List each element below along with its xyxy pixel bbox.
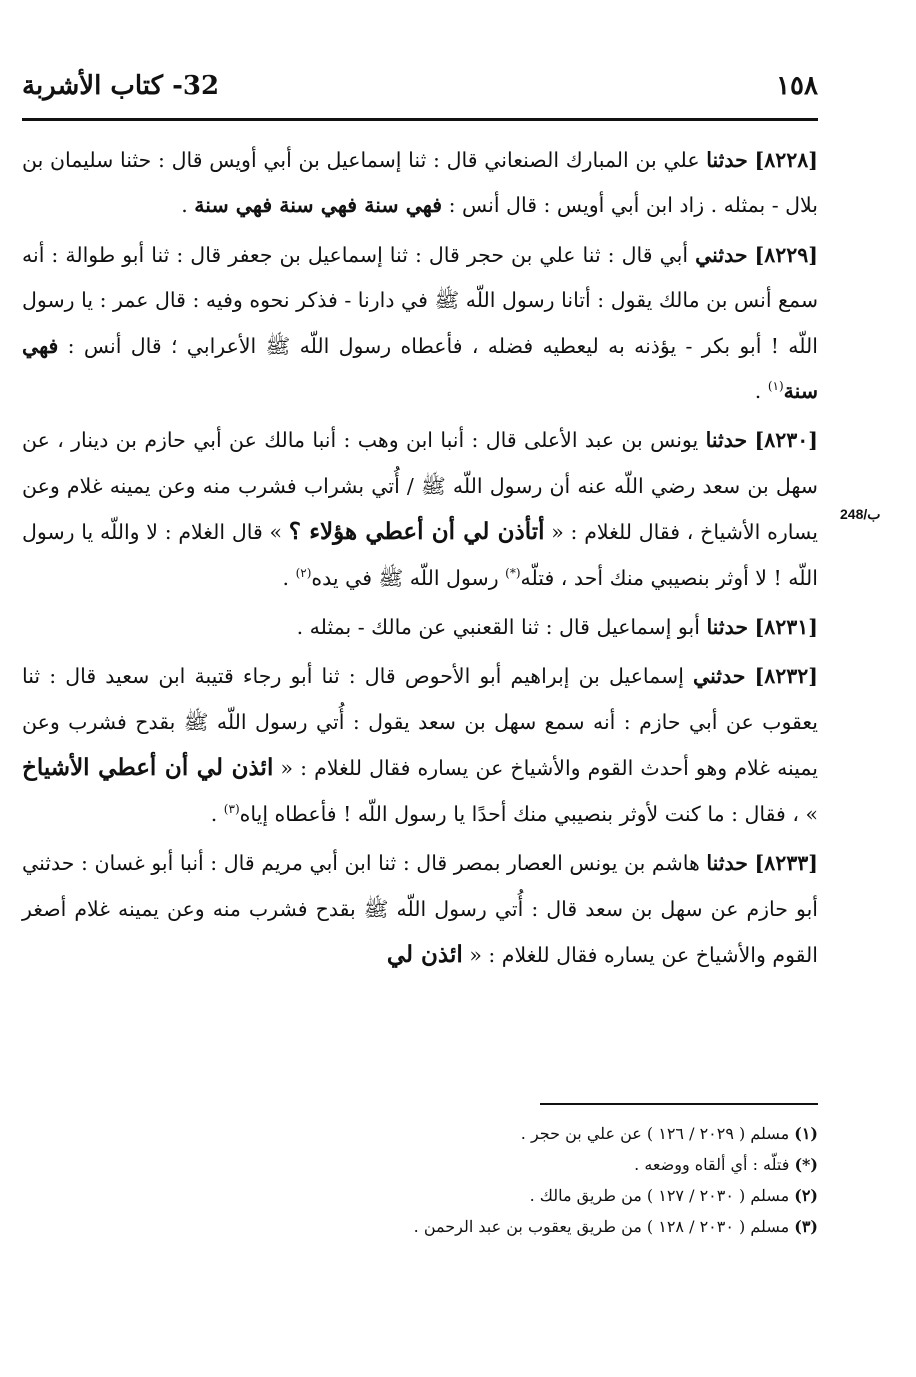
footnote-text: مسلم ( ٢٠٢٩ / ١٢٦ ) عن علي بن حجر .	[520, 1124, 790, 1143]
hadith-8233	[22, 841, 818, 978]
hadith-emphasis: ائذن لي أن أعطي الأشياخ	[22, 754, 274, 782]
hadith-number: [٨٢٣١]	[754, 615, 818, 640]
hadith-emphasis: فهي سنة فهي سنة فهي سنة	[194, 193, 443, 218]
hadith-text: يونس بن عبد الأعلى قال : أنبا ابن وهب : أنبا مالك عن أبي حازم بن دينار ، عن سهل بن سعد رضي اللّه عنه أن رسول اللّه ﷺ / أُتي بشراب فشرب منه وعن يمينه غلام وعن يساره الأشياخ ، فقال للغلام : «	[22, 428, 818, 545]
hadith-lead: حدثنا	[706, 851, 748, 876]
hadith-text: علي بن المبارك الصنعاني قال : ثنا إسماعيل بن أبي أويس قال : حثنا سليمان بن بلال - بمثله . زاد ابن أبي أويس : قال أنس :	[22, 148, 818, 218]
hadith-text: هاشم بن يونس العصار بمصر قال : ثنا ابن أبي مريم قال : أنبا أبو غسان : حدثني أبو حازم عن سهل بن سعد قال : أُتي رسول اللّه ﷺ بقدح فشرب منه وعن يمينه غلام أصغر القوم والأشياخ عن يساره فقال للغلام : «	[22, 851, 818, 967]
hadith-tail: .	[754, 379, 768, 404]
hadith-text-3: رسول اللّه ﷺ في يده	[311, 565, 506, 590]
hadith-8230	[22, 418, 818, 601]
footnote-marker: (٢)	[794, 1186, 818, 1205]
footnote-text: مسلم ( ٢٠٣٠ / ١٢٨ ) من طريق يعقوب بن عبد الرحمن .	[413, 1217, 790, 1236]
footnote-1	[22, 1118, 818, 1149]
footnote-marker: (١)	[794, 1124, 818, 1143]
hadith-lead: حدثنا	[706, 148, 748, 172]
footnote-divider	[540, 1103, 818, 1105]
hadith-tail: .	[282, 565, 296, 590]
hadith-lead: حدثني	[695, 242, 748, 267]
footnote-ref-star[interactable]: (*)	[505, 565, 521, 580]
hadith-text: إسماعيل بن إبراهيم أبو الأحوص قال : ثنا أبو رجاء قتيبة ابن سعيد قال : ثنا يعقوب عن أبي حازم : أنه سمع سهل بن سعد يقول : أُتي رسول اللّه ﷺ بقدح فشرب وعن يمينه غلام وهو أحدث القوم والأشياخ عن يساره فقال للغلام : «	[22, 664, 818, 781]
hadith-emphasis: أتأذن لي أن أعطي هؤلاء ؟	[288, 518, 545, 546]
footnotes	[22, 1118, 818, 1242]
header-divider	[22, 118, 818, 121]
footnote-text: فتلّه : أي ألقاه ووضعه .	[634, 1155, 790, 1174]
hadith-lead: حدثنا	[706, 615, 749, 640]
hadith-number: [٨٢٣٠]	[754, 428, 818, 453]
hadith-number: [٨٢٢٩]	[754, 242, 818, 267]
hadith-emphasis: ائذن لي	[386, 940, 463, 968]
footnote-text: مسلم ( ٢٠٣٠ / ١٢٧ ) من طريق مالك .	[529, 1186, 790, 1205]
hadith-number: [٨٢٣٣]	[754, 851, 818, 876]
main-text	[22, 138, 818, 982]
hadith-8231	[22, 605, 818, 650]
footnote-ref[interactable]: (٢)	[295, 565, 312, 580]
margin-folio-note: 248/ب	[840, 506, 881, 522]
hadith-tail: .	[210, 801, 224, 826]
hadith-number: [٨٢٣٢]	[754, 664, 818, 689]
hadith-lead: حدثنا	[705, 428, 748, 453]
hadith-text: أبو إسماعيل قال : ثنا القعنبي عن مالك - بمثله .	[296, 615, 700, 640]
hadith-8228	[22, 138, 818, 229]
chapter-title: 32- كتاب الأشربة	[22, 71, 220, 101]
hadith-8232	[22, 654, 818, 837]
hadith-lead: حدثني	[693, 664, 746, 689]
footnote-ref[interactable]: (١)	[767, 379, 784, 394]
footnote-marker: (*)	[794, 1155, 818, 1174]
hadith-text: أبي قال : ثنا علي بن حجر قال : ثنا إسماعيل بن جعفر قال : ثنا أبو طوالة : أنه سمع أنس بن مالك يقول : أتانا رسول اللّه ﷺ في دارنا - فذكر نحوه وفيه : قال عمر : يا رسول اللّه ! أبو بكر - يؤذنه به ليعطيه فضله ، فأعطاه رسول اللّه ﷺ الأعرابي ؛ قال أنس :	[22, 242, 818, 358]
footnote-star	[22, 1149, 818, 1180]
book-page	[22, 0, 818, 1377]
footnote-2	[22, 1180, 818, 1211]
hadith-text-2: » قال الغلام : لا واللّه يا رسول اللّه ! لا أوثر بنصيبي منك أحد ، فتلّه	[22, 520, 818, 590]
hadith-tail: .	[181, 193, 195, 218]
page-number: ١٥٨	[776, 71, 818, 101]
hadith-emphasis: فهي سنة	[22, 333, 818, 404]
footnote-ref[interactable]: (٣)	[223, 801, 240, 816]
page-header	[22, 64, 818, 108]
footnote-marker: (٣)	[794, 1217, 818, 1236]
footnote-3	[22, 1211, 818, 1242]
hadith-text-2: » ، فقال : ما كنت لأوثر بنصيبي منك أحدًا يا رسول اللّه ! فأعطاه إياه	[239, 801, 818, 826]
hadith-number: [٨٢٢٨]	[754, 148, 818, 172]
hadith-8229	[22, 233, 818, 415]
